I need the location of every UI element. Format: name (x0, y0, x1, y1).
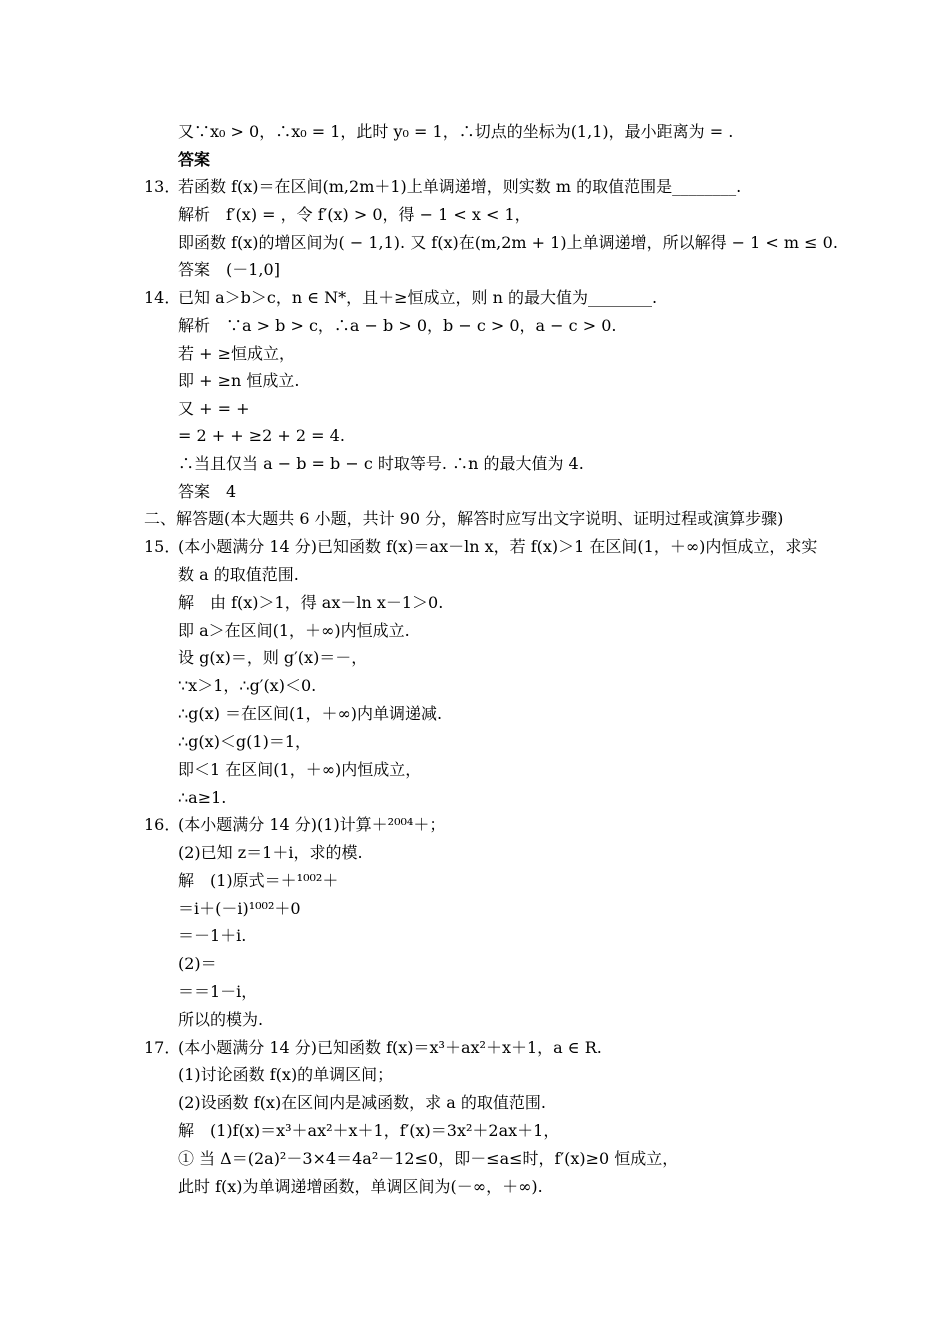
text-line: 解析 f′(x) = ，令 f′(x) > 0，得 − 1 < x < 1， (178, 205, 531, 224)
text-line: 解 (1)f(x)＝x³＋ax²＋x＋1，f′(x)＝3x²＋2ax＋1， (178, 1121, 560, 1140)
text-line: = 2 + + ≥2 + 2 = 4. (178, 426, 345, 445)
problem-17: 17． (本小题满分 14 分)已知函数 f(x)＝x³＋ax²＋x＋1，a ∈ R. (144, 1038, 602, 1057)
text-line: 所以的模为. (178, 1010, 264, 1029)
text-line: ∴当且仅当 a − b = b − c 时取等号. ∴n 的最大值为 4. (178, 454, 584, 473)
text-line: 解析 ∵a > b > c，∴a − b > 0，b − c > 0，a − c > 0. (178, 316, 617, 335)
text-line: 若 + ≥恒成立， (178, 344, 295, 363)
text-line: 数 a 的取值范围. (178, 565, 299, 584)
text-line: 即 + ≥n 恒成立. (178, 371, 300, 390)
text-line: (2)＝ (178, 954, 217, 973)
text-line: ① 当 Δ＝(2a)²－3×4＝4a²－12≤0，即－≤a≤时，f′(x)≥0 恒成立， (178, 1149, 679, 1168)
text-line: 即 a＞在区间(1，＋∞)内恒成立. (178, 621, 410, 640)
problem-15: 15． (本小题满分 14 分)已知函数 f(x)＝ax－ln x，若 f(x)＞1 在区间(1，＋∞)内恒成立，求实 (144, 537, 818, 556)
text-line: 即函数 f(x)的增区间为( − 1,1). 又 f(x)在(m,2m + 1)上单调递增，所以解得 − 1 < m ≤ 0. (178, 233, 838, 252)
text-line: 又 + = + (178, 399, 250, 418)
text-line: ∴a≥1. (178, 788, 227, 807)
text-line: 即＜1 在区间(1，＋∞)内恒成立， (178, 760, 422, 779)
answer-label: 答案 (178, 150, 211, 169)
text-line: ＝i＋(－i)¹⁰⁰²＋0 (178, 899, 301, 918)
text-line: 设 g(x)＝，则 g′(x)＝－， (178, 648, 368, 667)
problem-16: 16． (本小题满分 14 分)(1)计算＋²⁰⁰⁴＋； (144, 815, 446, 834)
text-line: (2)已知 z＝1＋i，求的模. (178, 843, 363, 862)
text-line: (2)设函数 f(x)在区间内是减函数，求 a 的取值范围. (178, 1093, 546, 1112)
answer-line: 答案 (－1,0] (178, 260, 280, 279)
text-line: ＝－1＋i. (178, 926, 247, 945)
text-line: ∵x＞1，∴g′(x)＜0. (178, 676, 317, 695)
answer-line: 答案 4 (178, 482, 237, 501)
problem-13: 13． 若函数 f(x)＝在区间(m,2m＋1)上单调递增，则实数 m 的取值范围是________. (144, 177, 742, 196)
text-line: ∴g(x)＜g(1)＝1， (178, 732, 312, 751)
text-line: 解 (1)原式＝＋¹⁰⁰²＋ (178, 871, 339, 890)
text-line: 解 由 f(x)＞1，得 ax－ln x－1＞0. (178, 593, 444, 612)
text-line: (1)讨论函数 f(x)的单调区间； (178, 1065, 394, 1084)
text-line: 此时 f(x)为单调递增函数，单调区间为(－∞，＋∞). (178, 1177, 543, 1196)
section-heading: 二、解答题(本大题共 6 小题，共计 90 分，解答时应写出文字说明、证明过程或演算步骤) (144, 509, 784, 528)
problem-14: 14． 已知 a＞b＞c，n ∈ N*，且＋≥恒成立，则 n 的最大值为________. (144, 288, 658, 307)
text-line: ∴g(x) ＝在区间(1，＋∞)内单调递减. (178, 704, 443, 723)
text-line: 又∵x₀ > 0，∴x₀ = 1，此时 y₀ = 1，∴切点的坐标为(1,1)，最小距离为 = . (178, 122, 734, 141)
text-line: ＝＝1－i， (178, 982, 258, 1001)
